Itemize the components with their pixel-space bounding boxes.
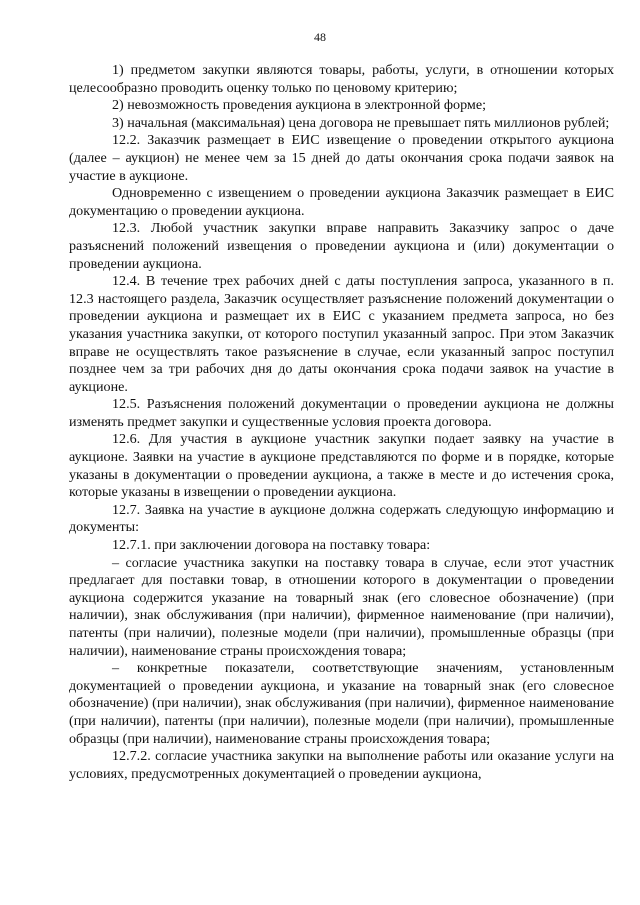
paragraph-12-7: 12.7. Заявка на участие в аукционе должна содержать следующую информацию и документы: [69,501,614,536]
paragraph-12-7-1: 12.7.1. при заключении договора на поставку товара: [112,537,431,554]
paragraph-specific-indicators: – конкретные показатели, соответствующие значениям, установленным документацией о проведении аукциона, и указание на товарный знак (его словесное обозначение) (при наличии), знак обслуживания (при наличии), фирменное наименование (при наличии), патенты (при наличии), полезные модели (при наличии), промышленные образцы (при наличии), наименование страны происхождения товара; [69,660,614,747]
paragraph-12-5: 12.5. Разъяснения положений документации о проведении аукциона не должны изменять предмет закупки и существенные условия проекта договора. [69,396,614,430]
paragraph-12-6: 12.6. Для участия в аукционе участник закупки подает заявку на участие в аукционе. Заявки на участие в аукционе представляются по форме и в порядке, которые указаны в документации о проведении аукциона, а также в месте и до истечения срока, которые указаны в извещении о проведении аукциона. [69,431,614,501]
paragraph-12-2: 12.2. Заказчик размещает в ЕИС извещение о проведении открытого аукциона (далее – аукцион) не менее чем за 15 дней до даты окончания срока подачи заявок на участие в аукционе. [69,132,614,184]
document-body [69,62,614,783]
page-number: 48 [314,30,326,44]
paragraph-consent-goods: – согласие участника закупки на поставку товара в случае, если этот участник предлагает для поставки товар, в отношении которого в документации о проведении аукциона содержится указание на товарный знак (его словесное обозначение) (при наличии), знак обслуживания (при наличии), фирменное наименование (при наличии), патенты (при наличии), полезные модели (при наличии), промышленные образцы (при наличии), наименование страны происхождения товара; [69,554,614,659]
paragraph-12-7-2: 12.7.2. согласие участника закупки на выполнение работы или оказание услуги на условиях, предусмотренных документацией о проведении аукциона, [69,748,614,782]
paragraph-12-2-documentation: Одновременно с извещением о проведении аукциона Заказчик размещает в ЕИС документацию о проведении аукциона. [69,185,614,219]
paragraph-item-3-price: 3) начальная (максимальная) цена договора не превышает пять миллионов рублей; [112,114,610,131]
paragraph-12-4: 12.4. В течение трех рабочих дней с даты поступления запроса, указанного в п. 12.3 настоящего раздела, Заказчик осуществляет разъяснение положений документации о проведении аукциона и размещает их в ЕИС с указанием предмета запроса, но без указания участника закупки, от которого поступил указанный запрос. При этом Заказчик вправе не осуществлять такое разъяснение в случае, если указанный запрос поступил позднее чем за три рабочих дня до даты окончания срока подачи заявок на участие в аукционе. [69,273,614,395]
paragraph-item-1-subject: 1) предметом закупки являются товары, работы, услуги, в отношении которых целесообразно проводить оценку только по ценовому критерию; [69,62,614,96]
paragraph-12-3: 12.3. Любой участник закупки вправе направить Заказчику запрос о даче разъяснений положений извещения о проведении аукциона и (или) документации о проведении аукциона. [69,220,614,272]
paragraph-item-2-electronic: 2) невозможность проведения аукциона в электронной форме; [112,97,487,114]
